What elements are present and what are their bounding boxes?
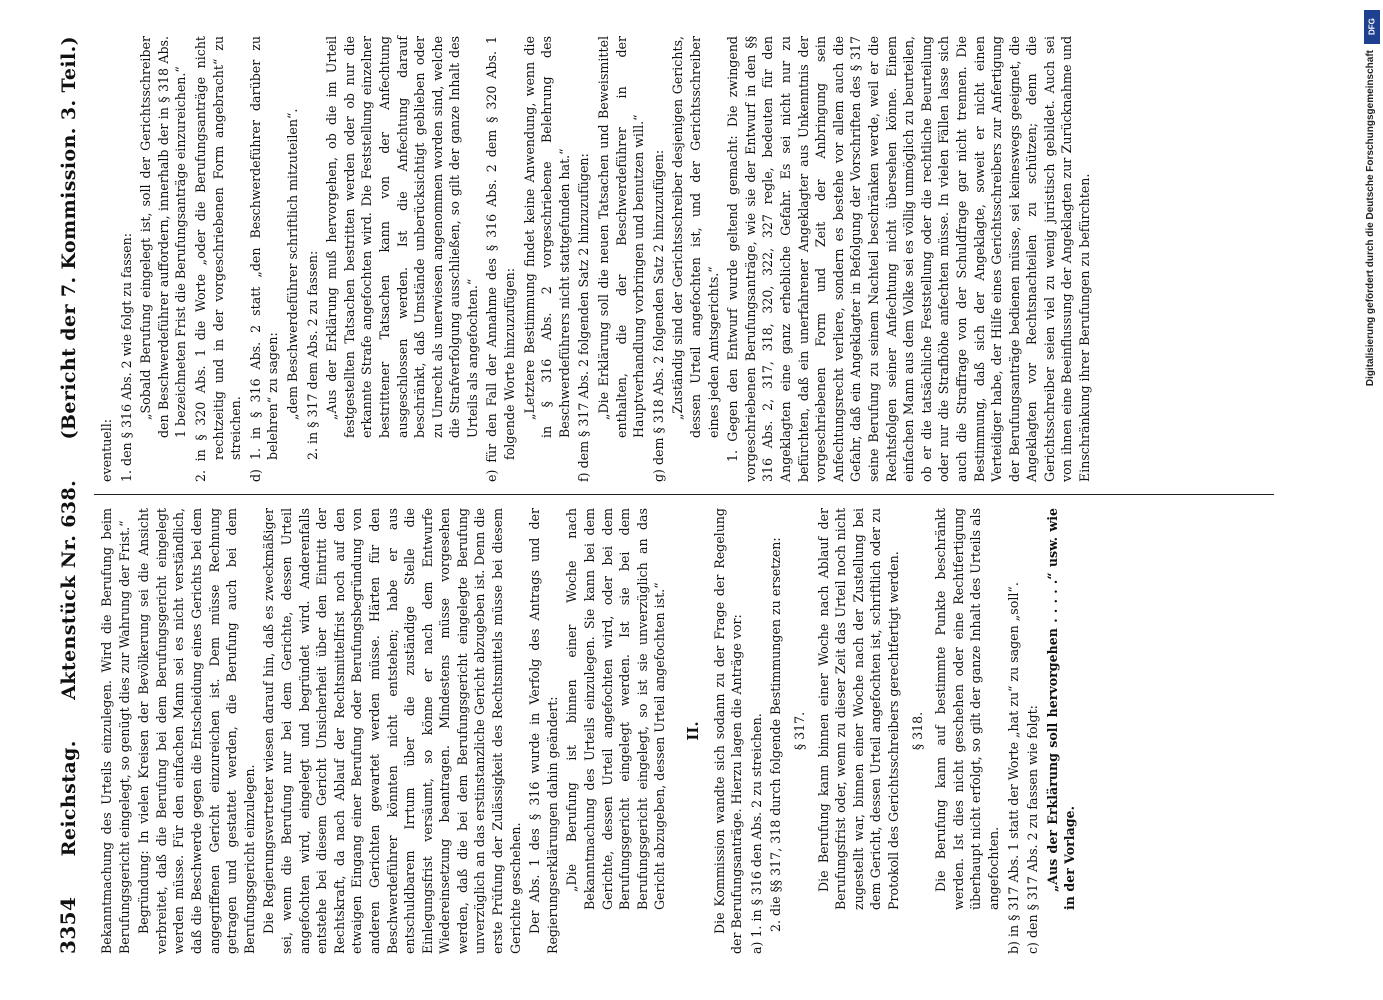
quoted-amendment: „Aus der Erklärung soll hervorgehen . . . . .“ usw. wie in der Vorlage. xyxy=(1044,508,1078,910)
quoted-amendment: Die Berufung kann binnen einer Woche nach Ablauf der Berufungsfrist oder, wenn zu dieser Zeit das Urteil noch nicht zugestellt war, binnen einer Woche nach der Zustellung bei dem Gericht, dessen Urteil angefochten ist, schriftlich oder zu Protokoll des Gerichtsschreibers gerechtfertigt werden. xyxy=(815,508,901,910)
quoted-amendment: „Letztere Bestimmung findet keine Anwendung, wenn die in § 316 Abs. 2 vorgeschriebene Belehrung des Beschwerdeführers nicht stattgefunden hat.“ xyxy=(521,36,572,438)
quoted-amendment: „Aus der Erklärung muß hervorgehen, ob die im Urteil festgestellten Tatsachen bestritten werden oder ob nur die erkannte Strafe angefochten wird. Die Feststellung einzelner bestrittener Tatsachen kann von der Anfechtung ausgeschlossen werden. Ist die Anfechtung darauf beschränkt, daß Umstände unberücksichtigt geblieben oder zu Unrecht als unerwiesen angenommen worden sind, welche die Strafverfolgung ausschließen, so gilt der ganze Inhalt des Urteils als angefochten.“ xyxy=(324,36,480,438)
quoted-amendment: „Die Berufung ist binnen einer Woche nach Bekanntmachung des Urteils einzulegen. Sie kann bei dem Gerichte, dessen Urteil angefochten wird, oder bei dem Berufungsgericht eingelegt werden. Ist sie bei dem Berufungsgericht eingelegt, so ist sie unverzüglich an das Gericht abzugeben, dessen Urteil angefochten ist.“ xyxy=(564,508,668,910)
header-left-title: Reichstag. xyxy=(58,740,80,857)
list-item: b) in § 317 Abs. 1 statt der Worte „hat zu“ zu sagen „soll“. xyxy=(1005,582,1021,954)
digitization-credit xyxy=(1363,10,1381,930)
section-heading: II. xyxy=(684,721,702,741)
header-center-title: Aktenstück Nr. 638. xyxy=(58,479,80,700)
header-right-title: (Bericht der 7. Kommission. 3. Teil.) xyxy=(58,36,80,440)
list-item: 2. in § 317 dem Abs. 2 zu fassen: xyxy=(304,250,320,460)
two-column-body xyxy=(98,36,1096,954)
column-divider xyxy=(94,494,1274,495)
paragraph: eventuell: xyxy=(99,418,114,482)
quoted-amendment: „dem Beschwerdeführer schriftlich mitzuteilen“. xyxy=(284,108,300,420)
left-column xyxy=(98,508,1096,954)
paragraph-heading: § 317. xyxy=(791,711,807,751)
page-header xyxy=(56,36,84,954)
list-item: d) 1. in § 316 Abs. 2 statt „den Beschwerdeführer darüber zu belehren“ zu sagen: xyxy=(247,36,281,482)
quoted-amendment: „Die Erklärung soll die neuen Tatsachen und Beweismittel enthalten, die der Beschwerdeführer in der Hauptverhandlung vorbringen und benutzen will.“ xyxy=(596,36,647,438)
dfg-logo: DFG xyxy=(1364,10,1380,44)
list-item: f) dem § 317 Abs. 2 folgenden Satz 2 hinzuzufügen: xyxy=(576,153,592,482)
quoted-amendment: „Zuständig sind der Gerichtsschreiber desjenigen Gerichts, dessen Urteil angefochten ist, und der Gerichtsschreiber eines jeden Amtsgerichts.“ xyxy=(670,36,721,438)
list-item: 2. in § 320 Abs. 1 die Worte „oder die Berufungsanträge nicht rechtzeitig und in der vorgeschriebenen Form angebracht“ zu streichen. xyxy=(192,36,244,482)
paragraph: Der Abs. 1 des § 316 wurde in Verfolg des Antrags und der Regierungserklärungen dahin geändert: xyxy=(527,508,560,954)
paragraph-heading: § 318. xyxy=(909,711,925,751)
list-item: c) den § 317 Abs. 2 zu fassen wie folgt: xyxy=(1025,705,1041,954)
list-item: e) für den Fall der Annahme des § 316 Abs. 2 dem § 320 Abs. 1 folgende Worte hinzuzufügen: xyxy=(484,36,518,482)
paragraph: 1. Gegen den Entwurf wurde geltend gemacht: Die zwingend vorgeschriebenen Berufungsanträge, wie sie der Entwurf in den §§ 316 Abs. 2, 317, 318, 320, 322, 327 regle, bedeuten für den Angeklagten eine ganz erhebliche Gefahr. Es sei nicht nur zu befürchten, daß ein unerfahrener Angeklagter aus Unkenntnis der vorgeschriebenen Form und Zeit der Anbringung sein Anfechtungsrecht verliere, sondern es bestehe vor allem auch die Gefahr, daß ein Angeklagter in Befolgung der Vorschriften des § 317 seine Berufung zu seinem Nachteil beschränken werde, weil er die Rechtsfolgen seiner Anfechtung nicht übersehen könne. Einem einfachen Mann aus dem Volke sei es völlig unmöglich zu beurteilen, ob er die tatsächliche Feststellung oder die rechtliche Beurteilung oder nur die Strafhöhe anfechten müsse. In vielen Fällen lasse sich auch die Straffrage von der Schuldfrage gar nicht trennen. Die Bestimmung, daß sich der Angeklagte, soweit er nicht einen Verteidiger habe, der Hilfe eines Gerichtsschreibers zur Anfertigung der Berufungsanträge bedienen müsse, sei keineswegs geeignet, die Angeklagten vor Rechtsnachteilen zu schützen; denn die Gerichtsschreiber seien viel zu wenig juristisch gebildet. Auch sei von ihnen eine Beeinflussung der Angeklagten zur Zurücknahme und Einschränkung ihrer Berufungen zu befürchten. xyxy=(725,36,1093,482)
paragraph: Die Regierungsvertreter wiesen darauf hin, daß es zweckmäßiger sei, wenn die Berufung nur bei dem Gerichte, dessen Urteil angefochten wird, eingelegt und begründet wird. Anderenfalls entstehe bei diesem Gericht Unsicherheit über den Eintritt der Rechtskraft, da nach Ablauf der Rechtsmittelfrist noch auf den etwaigen Eingang einer Berufung oder Berufungsbegründung von anderen Gerichten gewartet werden müsse. Härten für den Beschwerdeführer könnten nicht entstehen; habe er aus entschuldbarem Irrtum über die zuständige Stelle die Einlegungsfrist versäumt, so könne er nach dem Entwurfe Wiedereinsetzung beantragen. Mindestens müsse vorgesehen werden, daß die bei dem Berufungsgericht eingelegte Berufung unverzüglich an das erstinstanzliche Gericht abzugeben ist. Denn die erste Prüfung der Zulässigkeit des Rechtsmittels müsse bei diesem Gerichte geschehen. xyxy=(261,508,523,954)
right-column xyxy=(98,36,1096,482)
paragraph: Die Kommission wandte sich sodann zu der Frage der Regelung der Berufungsanträge. Hierzu lagen die Anträge vor: xyxy=(711,508,745,954)
paragraph: Begründung: In vielen Kreisen der Bevölkerung sei die Ansicht verbreitet, daß die Berufung bei dem Berufungsgericht eingelegt werden müsse. Für den einfachen Mann sei es nicht verständlich, daß die Beschwerde gegen die Entscheidung eines Gerichts bei dem angegriffenen Gericht einzureichen ist. Dem müsse Rechnung getragen und gestattet werden, die Berufung auch bei dem Berufungsgericht einzulegen. xyxy=(136,508,257,954)
credit-text: Digitalisierung gefördert durch die Deutsche Forschungsgemeinschaft xyxy=(1365,50,1376,387)
list-item: a) 1. in § 316 den Abs. 2 zu streichen. xyxy=(748,713,764,954)
list-item: g) dem § 318 Abs. 2 folgenden Satz 2 hinzuzufügen: xyxy=(650,149,666,482)
quoted-amendment: „Sobald Berufung eingelegt ist, soll der Gerichtsschreiber den Beschwerdeführer auffordern, innerhalb der in § 318 Abs. 1 bezeichneten Frist die Berufungsanträge einzureichen.“ xyxy=(138,36,189,438)
list-item: 1. den § 316 Abs. 2 wie folgt zu fassen: xyxy=(118,233,134,482)
quoted-amendment: Die Berufung kann auf bestimmte Punkte beschränkt werden. Ist dies nicht geschehen oder eine Rechtfertigung überhaupt nicht erfolgt, so gilt der ganze Inhalt des Urteils als angefochten. xyxy=(933,508,1001,910)
paragraph: Bekanntmachung des Urteils einzulegen. Wird die Berufung beim Berufungsgericht eingelegt, so genügt dies zur Wahrung der Frist.“ xyxy=(99,508,132,954)
list-item: 2. die §§ 317, 318 durch folgende Bestimmungen zu ersetzen: xyxy=(768,537,784,932)
page-number: 3354 xyxy=(56,896,80,954)
